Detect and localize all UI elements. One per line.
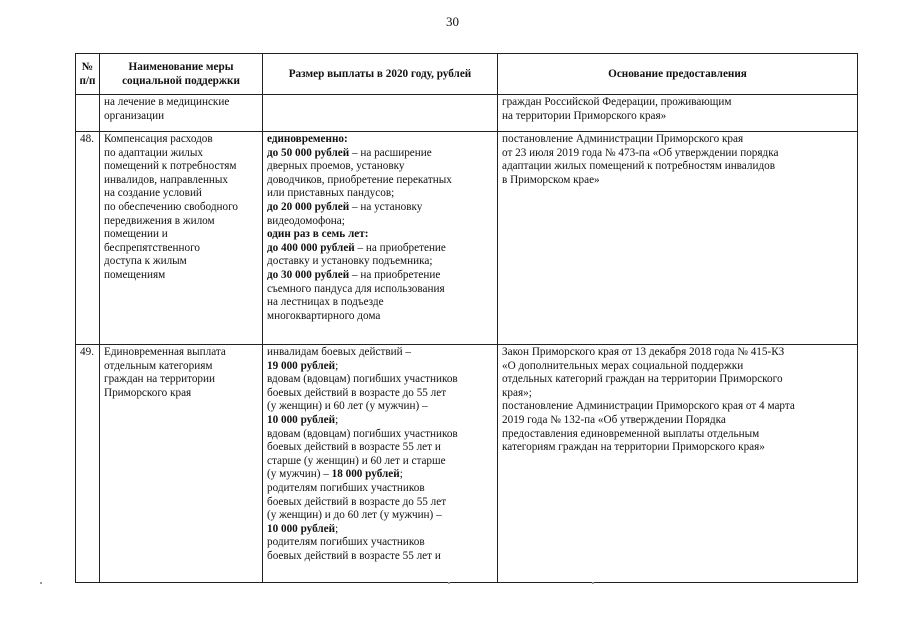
text-segment: инвалидам боевых действий – <box>267 346 412 358</box>
text-line: инвалидов, направленных <box>104 173 229 186</box>
text-line: отдельным категориям <box>104 359 213 372</box>
text-line <box>267 174 493 188</box>
table-row-continuation <box>76 95 858 132</box>
text-line <box>267 523 493 537</box>
text-line <box>267 283 493 297</box>
header-size: Размер выплаты в 2020 году, рублей <box>263 54 498 95</box>
text-line: беспрепятственного <box>104 241 200 254</box>
cell-basis <box>498 132 858 345</box>
cell-num: 49. <box>76 345 100 583</box>
text-segment: родителям погибших участников <box>267 481 425 494</box>
bold-amount: 19 000 рублей <box>267 359 336 372</box>
text-line: граждан Российской Федерации, проживающим <box>502 96 732 108</box>
cell-size <box>263 345 498 583</box>
text-line: на территории Приморского края» <box>502 109 667 122</box>
text-line <box>267 201 493 215</box>
text-line: «О дополнительных мерах социальной поддержки <box>502 359 744 372</box>
text-line: помещениям <box>104 268 166 281</box>
text-segment: (у мужчин) – <box>267 468 332 481</box>
text-line <box>267 455 493 469</box>
social-support-table <box>75 53 858 583</box>
text-segment: съемного пандуса для использования <box>267 282 445 295</box>
header-basis: Основание предоставления <box>498 54 858 95</box>
header-num: № п/п <box>76 54 100 95</box>
text-line: предоставления единовременной выплаты отдельным <box>502 427 760 440</box>
bold-amount: 18 000 рублей <box>331 468 400 481</box>
table-row <box>76 132 858 345</box>
text-segment: боевых действий в возрасте 55 лет и <box>267 549 441 562</box>
text-line <box>267 346 493 360</box>
cell-size <box>263 132 498 345</box>
text-line <box>267 242 493 256</box>
text-line: на создание условий <box>104 187 202 200</box>
text-line: помещений к потребностям <box>104 160 237 173</box>
text-line: в Приморском крае» <box>502 173 600 186</box>
text-segment: вдовам (вдовцам) погибших участников <box>267 427 458 440</box>
text-segment: родителям погибших участников <box>267 536 425 549</box>
text-segment: видеодомофона; <box>267 214 345 227</box>
bold-amount: единовременно: <box>267 133 348 145</box>
text-line <box>267 296 493 310</box>
text-line: отдельных категорий граждан на территории Приморского <box>502 373 783 386</box>
text-line <box>267 414 493 428</box>
bold-amount: до 50 000 рублей <box>267 146 350 159</box>
text-segment: (у женщин) и до 60 лет (у мужчин) – <box>267 509 442 522</box>
text-line <box>267 187 493 201</box>
bold-amount: до 30 000 рублей <box>267 268 350 281</box>
header-name: Наименование меры социальной поддержки <box>100 54 263 95</box>
text-segment: – на установку <box>349 200 423 213</box>
text-line: постановление Администрации Приморского края <box>502 133 744 145</box>
scan-dot <box>448 582 450 584</box>
text-segment: многоквартирного дома <box>267 309 381 322</box>
text-line <box>267 536 493 550</box>
text-segment: – на приобретение <box>349 268 441 281</box>
text-line <box>267 441 493 455</box>
text-line <box>267 373 493 387</box>
cell-size <box>263 95 498 132</box>
text-line: Единовременная выплата <box>104 346 226 358</box>
text-segment: вдовам (вдовцам) погибших участников <box>267 373 458 386</box>
bold-amount: до 20 000 рублей <box>267 200 350 213</box>
text-line: Закон Приморского края от 13 декабря 2018 года № 415-КЗ <box>502 346 785 358</box>
text-line <box>267 228 493 242</box>
text-segment: – на расширение <box>349 146 432 159</box>
text-segment: боевых действий в возрасте до 55 лет <box>267 386 447 399</box>
bold-amount: до 400 000 рублей <box>267 241 355 254</box>
table-header-row <box>76 54 858 95</box>
bold-amount: один раз в семь лет: <box>267 228 369 241</box>
text-segment: на лестницах в подъезде <box>267 296 384 309</box>
text-line <box>267 482 493 496</box>
text-line: граждан на территории <box>104 373 216 386</box>
text-segment: ; <box>335 359 339 372</box>
text-line: Компенсация расходов <box>104 133 213 145</box>
cell-num: 48. <box>76 132 100 345</box>
scan-dot <box>592 582 594 584</box>
text-segment: ; <box>399 468 403 481</box>
text-line: постановление Администрации Приморского края от 4 марта <box>502 400 795 413</box>
text-segment: или приставных пандусов; <box>267 187 395 200</box>
scan-dot <box>40 582 42 584</box>
cell-name <box>100 345 263 583</box>
text-line <box>267 428 493 442</box>
text-line <box>267 550 493 564</box>
text-line: 2019 года № 132-па «Об утверждении Порядка <box>502 413 726 426</box>
text-segment: – на приобретение <box>354 241 446 254</box>
text-line: передвижения в жилом <box>104 214 215 227</box>
text-line: по обеспечению свободного <box>104 200 239 213</box>
cell-num <box>76 95 100 132</box>
text-line: по адаптации жилых <box>104 146 203 159</box>
text-line: на лечение в медицинские <box>104 96 230 108</box>
text-line: категориям граждан на территории Приморского края» <box>502 441 765 454</box>
text-line <box>267 496 493 510</box>
bold-amount: 10 000 рублей <box>267 522 336 535</box>
text-segment: дверных проемов, установку <box>267 160 405 173</box>
bold-amount: 10 000 рублей <box>267 413 336 426</box>
cell-basis <box>498 345 858 583</box>
cell-name <box>100 132 263 345</box>
text-line <box>267 160 493 174</box>
text-line <box>267 400 493 414</box>
text-line <box>267 360 493 374</box>
text-line <box>267 133 493 147</box>
text-line <box>267 147 493 161</box>
text-line: доступа к жилым <box>104 255 187 268</box>
text-segment: ; <box>335 522 339 535</box>
text-line <box>267 310 493 324</box>
cell-basis <box>498 95 858 132</box>
text-line: края»; <box>502 386 532 399</box>
cell-name <box>100 95 263 132</box>
text-segment: доставку и установку подъемника; <box>267 255 433 268</box>
text-line <box>267 509 493 523</box>
text-segment: (у женщин) и 60 лет (у мужчин) – <box>267 400 428 413</box>
text-line: помещении и <box>104 228 168 241</box>
page-number: 30 <box>446 14 459 29</box>
text-segment: боевых действий в возрасте 55 лет и <box>267 441 441 454</box>
text-line: адаптации жилых помещений к потребностям инвалидов <box>502 160 776 173</box>
text-line: организации <box>104 109 165 122</box>
text-line <box>267 387 493 401</box>
text-line <box>267 215 493 229</box>
text-line <box>267 468 493 482</box>
text-segment: боевых действий в возрасте до 55 лет <box>267 495 447 508</box>
text-segment: старше (у женщин) и 60 лет и старше <box>267 454 446 467</box>
table-row <box>76 345 858 583</box>
text-segment: доводчиков, приобретение перекатных <box>267 173 452 186</box>
text-line <box>267 255 493 269</box>
text-line <box>267 269 493 283</box>
text-line: от 23 июля 2019 года № 473-па «Об утверждении порядка <box>502 146 779 159</box>
text-line: Приморского края <box>104 386 192 399</box>
text-segment: ; <box>335 413 339 426</box>
